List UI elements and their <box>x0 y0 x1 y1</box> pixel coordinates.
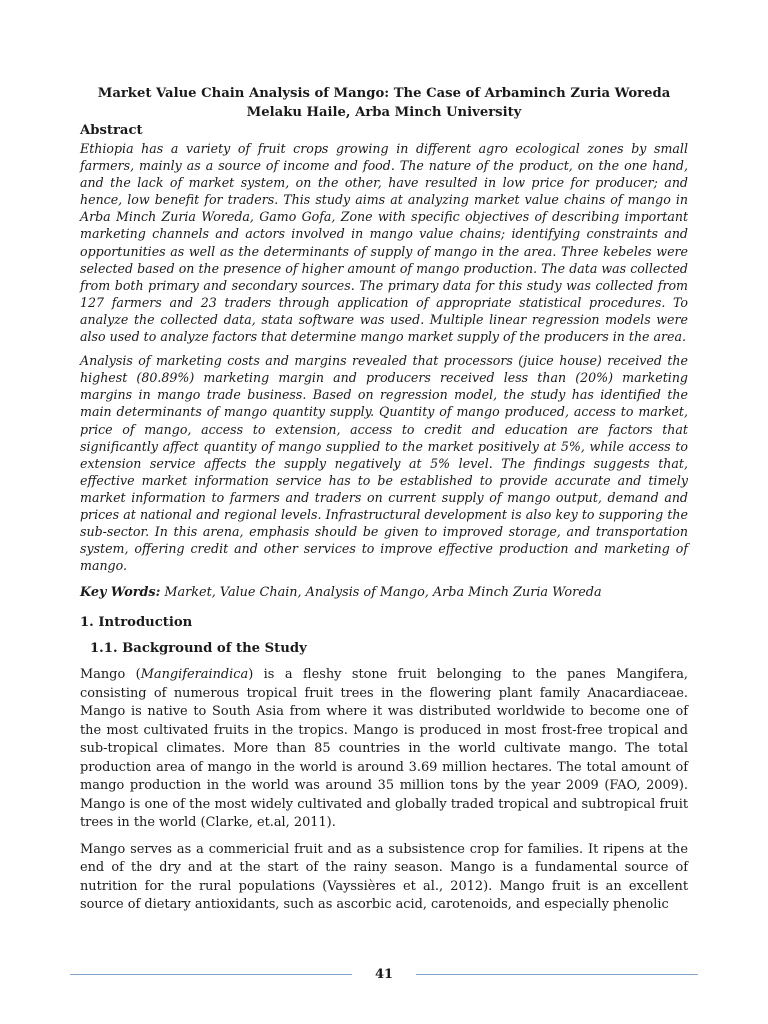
p1-rest: ) is a fleshy stone fruit belonging to the panes Mangifera, consisting of numerous tropical fruit trees in the flowering plant family Anacardiaceae. Mango is native to South Asia from where it was distributed worldwide to become one of the most cultivated fruits in the tropics. Mango is produced in most frost-free tropical and sub-tropical climates. More than 85 countries in the world cultivate mango. The total production area of mango in the world is around 3.69 million hectares. The total amount of mango production in the world was around 35 million tons by the year 2009 (FAO, 2009). Mango is one of the most widely cultivated and globally traded tropical and subtropical fruit trees in the world (Clarke, et.al, 2011). <box>80 667 688 831</box>
species-name: Mangiferaindica <box>140 667 249 683</box>
body-paragraph-1 <box>80 666 688 833</box>
abstract-paragraph-1: Ethiopia has a variety of fruit crops growing in different agro ecological zones by small farmers, mainly as a source of income and food. The nature of the product, on the one hand, and the lack of market system, on the other, have resulted in low price for producer; and hence, low benefit for traders. This study aims at analyzing market value chains of mango in Arba Minch Zuria Woreda, Gamo Gofa, Zone with specific objectives of describing important marketing channels and actors involved in mango value chains; identifying constraints and opportunities as well as the determinants of supply of mango in the area. Three kebeles were selected based on the presence of higher amount of mango production. The data was collected from both primary and secondary sources. The primary data for this study was collected from 127 farmers and 23 traders through application of appropriate statistical procedures. To analyze the collected data, stata software was used. Multiple linear regression models were also used to analyze factors that determine mango market supply of the producers in the area. <box>80 141 688 345</box>
body-paragraph-2: Mango serves as a commericial fruit and as a subsistence crop for families. It ripens at the end of the dry and at the start of the rainy season. Mango is a fundamental source of nutrition for the rural populations (Vayssières et al., 2012). Mango fruit is an excellent source of dietary antioxidants, such as ascorbic acid, carotenoids, and especially phenolic <box>80 841 688 913</box>
p1-start: Mango ( <box>80 667 141 683</box>
subsection-heading-background: 1.1. Background of the Study <box>90 641 307 657</box>
page-footer <box>70 964 698 986</box>
footer-rule-right <box>416 974 698 975</box>
keywords-label: Key Words: <box>80 585 161 601</box>
author-affiliation: Melaku Haile, Arba Minch University <box>246 105 522 120</box>
keywords-text: Market, Value Chain, Analysis of Mango, Arba Minch Zuria Woreda <box>160 585 602 601</box>
abstract-paragraph-2: Analysis of marketing costs and margins revealed that processors (juice house) received the highest (80.89%) marketing margin and producers received less than (20%) marketing margins in mango trade business. Based on regression model, the study has identified the main determinants of mango quantity supply. Quantity of mango produced, access to market, price of mango, access to extension, access to credit and education are factors that significantly affect quantity of mango supplied to the market positively at 5%, while access to extension service affects the supply negatively at 5% level. The findings suggests that, effective market information service has to be established to provide accurate and timely market information to farmers and traders on current supply of mango output, demand and prices at national and regional levels. Infrastructural development is also key to supporing the sub-sector. In this arena, emphasis should be given to improved storage, and transportation system, offering credit and other services to improve effective production and marketing of mango. <box>80 353 688 574</box>
paper-title: Market Value Chain Analysis of Mango: The Case of Arbaminch Zuria Woreda <box>97 86 671 101</box>
section-heading-introduction: 1. Introduction <box>80 615 193 631</box>
page-number: 41 <box>374 967 394 982</box>
footer-rule-left <box>70 974 352 975</box>
keywords-line <box>80 584 688 601</box>
abstract-heading: Abstract <box>80 123 143 138</box>
document-page <box>80 84 688 915</box>
